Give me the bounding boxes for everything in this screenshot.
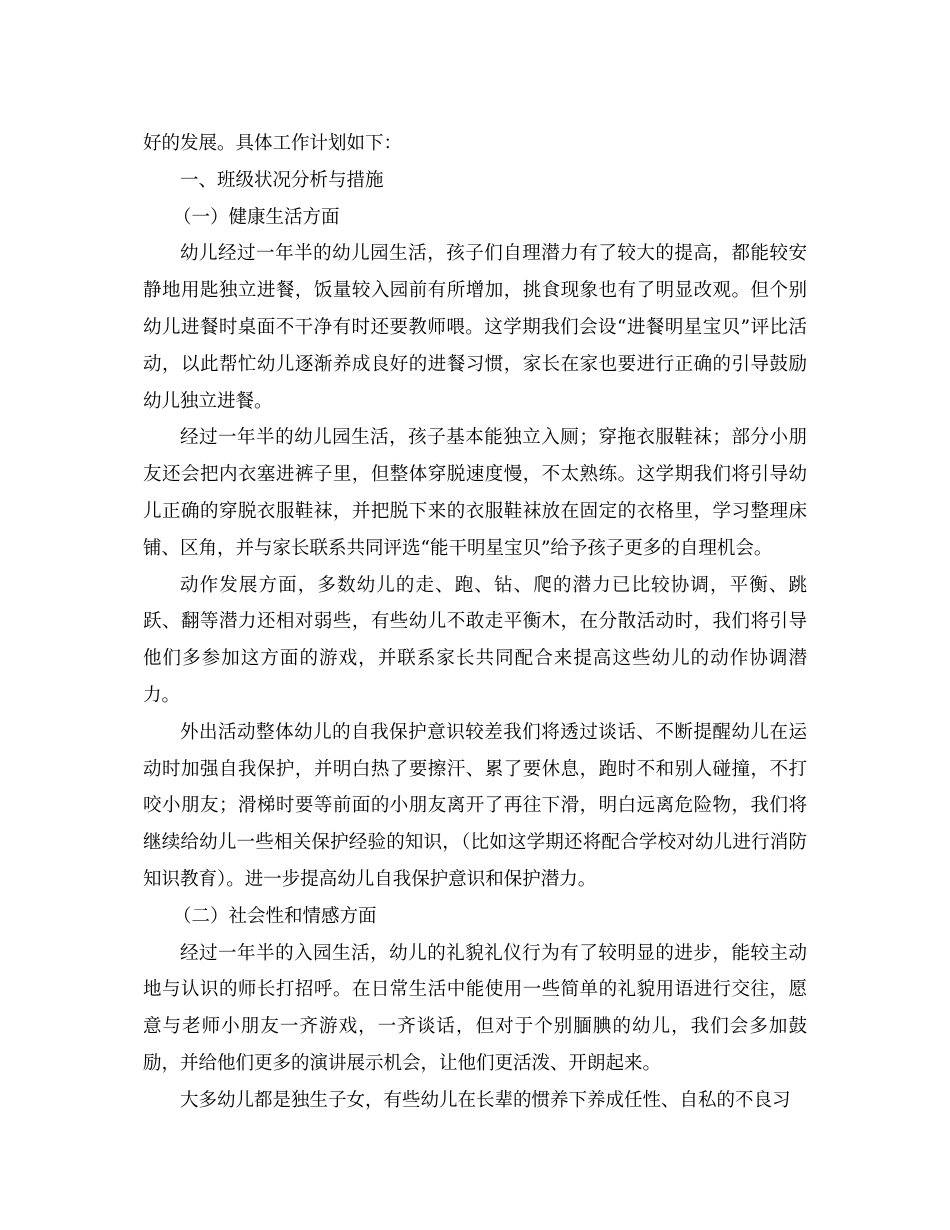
subsection-heading-social-emotional: （二）社会性和情感方面 <box>173 905 377 927</box>
paragraph-continuation: 好的发展。具体工作计划如下： <box>143 133 403 154</box>
paragraph-manners: 经过一年半的入园生活，幼儿的礼貌礼仪行为有了较明显的进步，能较主动地与认识的师长打招呼。在日常生活中能使用一些简单的礼貌用语进行交往，愿意与老师小朋友一齐游戏，一齐谈话，但对于个别腼腆的幼儿，我们会多加鼓励，并给他们更多的演讲展示机会，让他们更活泼、开朗起来。 <box>143 942 807 1074</box>
paragraph-self-care: 经过一年半的幼儿园生活，孩子基本能独立入厕；穿拖衣服鞋袜；部分小朋友还会把内衣塞进裤子里，但整体穿脱速度慢，不太熟练。这学期我们将引导幼儿正确的穿脱衣服鞋袜，并把脱下来的衣服鞋袜放在固定的衣格里，学习整理床铺、区角，并与家长联系共同评选“能干明星宝贝”给予孩子更多的自理机会。 <box>143 427 807 559</box>
paragraph-eating: 幼儿经过一年半的幼儿园生活，孩子们自理潜力有了较大的提高，都能较安静地用匙独立进餐，饭量较入园前有所增加，挑食现象也有了明显改观。但个别幼儿进餐时桌面不干净有时还要教师喂。这学期我们会设“进餐明星宝贝”评比活动，以此帮忙幼儿逐渐养成良好的进餐习惯，家长在家也要进行正确的引导鼓励幼儿独立进餐。 <box>143 243 807 412</box>
document-page <box>143 126 807 1120</box>
paragraph-motor-development: 动作发展方面，多数幼儿的走、跑、钻、爬的潜力已比较协调，平衡、跳跃、翻等潜力还相对弱些，有些幼儿不敢走平衡木，在分散活动时，我们将引导他们多参加这方面的游戏，并联系家长共同配合来提高这些幼儿的动作协调潜力。 <box>143 574 807 706</box>
section-heading-class-analysis: 一、班级状况分析与措施 <box>180 169 384 191</box>
paragraph-self-protection: 外出活动整体幼儿的自我保护意识较差我们将透过谈话、不断提醒幼儿在运动时加强自我保护，并明白热了要擦汗、累了要休息，跑时不和别人碰撞，不打咬小朋友；滑梯时要等前面的小朋友离开了再往下滑，明白远离危险物，我们将继续给幼儿一些相关保护经验的知识，（比如这学期还将配合学校对幼儿进行消防知识教育）。进一步提高幼儿自我保护意识和保护潜力。 <box>143 721 807 890</box>
paragraph-only-children: 大多幼儿都是独生子女，有些幼儿在长辈的惯养下养成任性、自私的不良习 <box>180 1089 791 1111</box>
subsection-heading-health: （一）健康生活方面 <box>173 206 340 228</box>
